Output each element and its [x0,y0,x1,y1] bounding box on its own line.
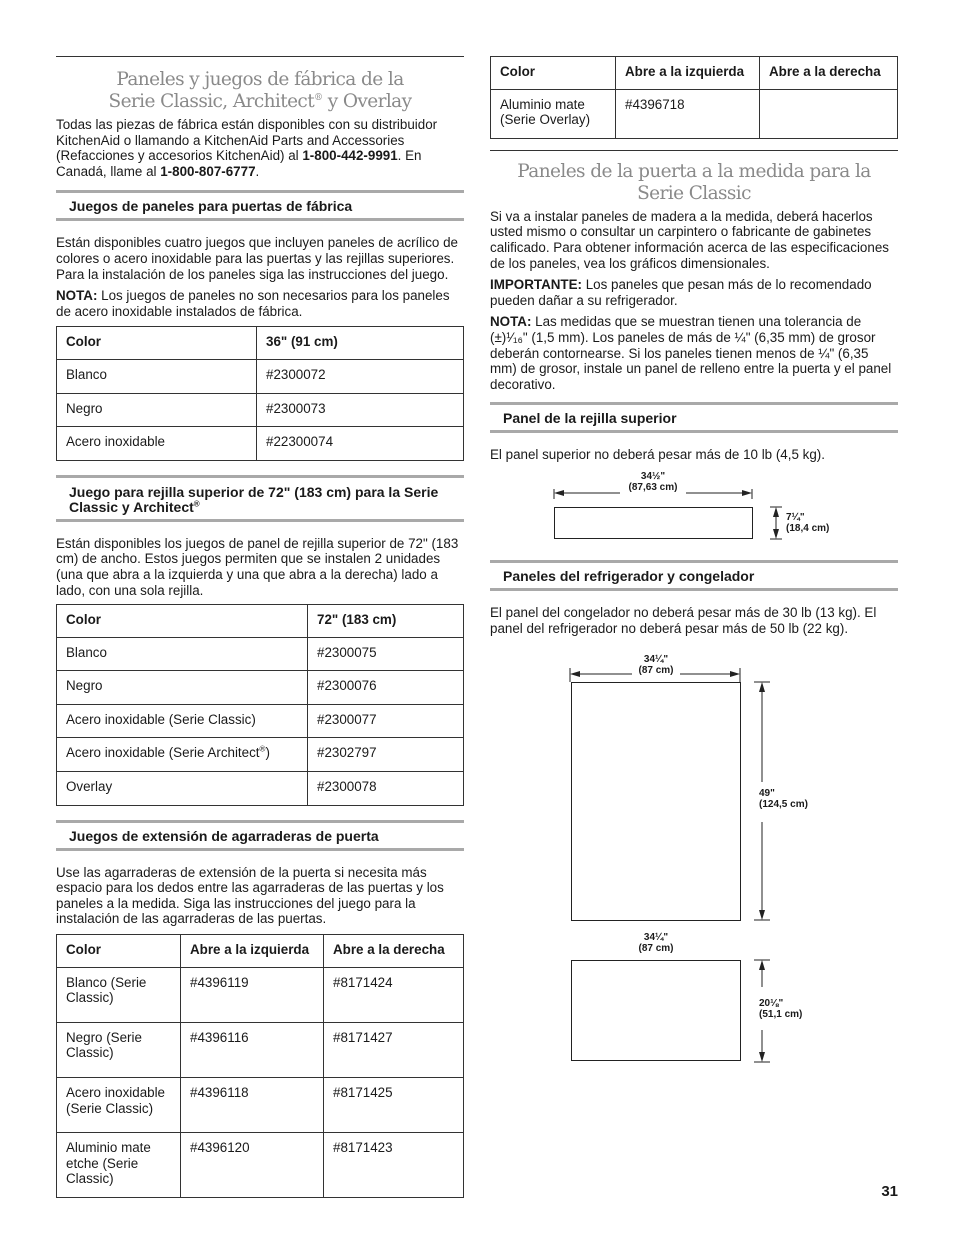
table-row [57,359,464,393]
note-text: Los juegos de paneles no son necesarios para los paneles de acero inoxidable instalados de fábrica. [56,288,450,319]
tolerance-note [490,314,898,392]
title-line-2-end: y Overlay [322,91,412,112]
top-rule [56,56,464,57]
subheading-grille-panel: Panel de la rejilla superior [490,402,898,433]
handle-extension-table [56,934,464,1198]
left-column [56,56,464,1198]
table-header: Abre a la derecha [324,935,464,968]
dimension-cm: (87,63 cm) [628,481,678,493]
grille-panel-diagram [490,469,898,547]
table-cell: #4396718 [616,89,760,138]
cell-text-end: ) [265,745,270,761]
dimension-cm: (124,5 cm) [759,799,808,811]
note-label: NOTA: [56,288,98,304]
title-line-1: Paneles de la puerta a la medida para la [517,160,871,182]
table-row [57,1022,464,1077]
dimension-cm: (51,1 cm) [759,1009,803,1021]
registered-mark: ® [314,92,323,103]
note-text: Las medidas que se muestran tienen una tolerancia de (±)¹⁄₁₆" (1,5 mm). Los paneles de más de ¼" (6,35 mm) de grosor deberán contornearse. Si los paneles tienen menos de ¼" (6,35 mm) de grosor, instale un panel de relleno entre la puerta y el panel decorativo. [490,314,892,392]
fridge-height-label [759,788,808,810]
title-line-2: Serie Classic, Architect [108,91,315,112]
registered-mark: ® [259,745,266,754]
table-header: Abre a la izquierda [181,935,324,968]
table-cell: #22300074 [257,427,464,461]
dimension-inches: 34¼" [643,932,669,944]
table-row [57,1133,464,1198]
table-header: Abre a la derecha [760,57,898,90]
freezer-width-label [626,932,686,954]
door-kits-paragraph: Están disponibles cuatro juegos que incluyen paneles de acrílico de colores o acero inoxidable para las puertas y las rejillas superiores. Para la instalación de los paneles siga las instrucciones del juego. [56,235,458,282]
table-cell: Overlay [57,772,308,806]
grille-panel-paragraph: El panel superior no deberá pesar más de 10 lb (4,5 kg). [490,447,825,463]
table-cell [760,89,898,138]
intro-text: Todas las piezas de fábrica están disponibles con su distribuidor KitchenAid o llamando a KitchenAid Parts and Accessories (Refacciones y accesorios KitchenAid) al [56,117,438,164]
subheading-grille-kit [56,475,464,522]
subheading-handle-extension: Juegos de extensión de agarraderas de puerta [56,820,464,851]
section-rule [490,150,898,151]
table-row [491,89,898,138]
important-paragraph [490,277,898,308]
section-title-custom-panels [490,161,898,205]
table-cell: #8171424 [324,967,464,1022]
table-cell: #2300076 [308,671,464,705]
dimension-cm: (18,4 cm) [786,522,830,534]
grille-panel-shape [554,507,753,539]
fridge-panel-shape [571,682,741,921]
dimension-inches: 49" [759,788,775,800]
table-cell: #4396120 [181,1133,324,1198]
handle-extension-paragraph: Use las agarraderas de extensión de la puerta si necesita más espacio para los dedos entre las agarraderas de las puertas y los paneles a la medida. Siga las instrucciones del juego para la instalación de las agarraderas de las puertas. [56,864,444,927]
table-cell: #8171427 [324,1022,464,1077]
table-cell: #4396118 [181,1078,324,1133]
phone-us: 1-800-442-9991 [302,148,398,164]
table-header: 36" (91 cm) [257,327,464,360]
right-column [490,56,898,1082]
page-number: 31 [881,1183,898,1200]
section-title-factory-panels [56,69,464,113]
table-cell: #2300077 [308,704,464,738]
table-header: Color [57,327,257,360]
subheading-door-panels: Paneles del refrigerador y congelador [490,560,898,591]
intro-text-mid: . En Canadá, llame al [56,148,422,179]
important-label: IMPORTANTE: [490,277,582,293]
intro-paragraph [56,117,464,179]
subheading-door-panel-kits: Juegos de paneles para puertas de fábrica [56,190,464,221]
table-row [57,704,464,738]
dimension-inches: 34¼" [643,654,669,666]
table-cell: Blanco [57,637,308,671]
table-cell: Acero inoxidable (Serie Classic) [57,1078,181,1133]
table-row [57,393,464,427]
intro-text-end: . [255,163,260,179]
table-cell: #4396119 [181,967,324,1022]
grille-height-label [786,512,829,534]
important-text: Los paneles que pesan más de lo recomendado pueden dañar a su refrigerador. [490,277,872,308]
table-row [57,427,464,461]
door-kits-note [56,288,464,319]
subheading-text: Juego para rejilla superior de 72" (183 cm) para la Serie Classic y Architect [69,483,439,515]
table-cell: #4396116 [181,1022,324,1077]
table-cell: Negro (Serie Classic) [57,1022,181,1077]
table-row [57,637,464,671]
table-row [57,671,464,705]
dimension-inches: 20⅛" [759,998,784,1010]
dimension-cm: (87 cm) [638,665,674,677]
table-row [57,772,464,806]
note-label: NOTA: [490,314,532,330]
grille-kit-table [56,604,464,806]
dimension-inches: 7¼" [786,511,805,523]
registered-mark: ® [193,499,200,509]
table-header: 72" (183 cm) [308,605,464,638]
grille-kit-paragraph: Están disponibles los juegos de panel de rejilla superior de 72" (183 cm) de ancho. Estos juegos permiten que se instalen 2 unidades (una que abra a la izquierda y una que abra a la derecha) lado a lado, con una sola rejilla. [56,535,459,598]
table-cell: Acero inoxidable (Serie Classic) [57,704,308,738]
table-cell: Aluminio mate (Serie Overlay) [491,89,616,138]
table-header: Abre a la izquierda [616,57,760,90]
dimension-inches: 34½" [640,470,666,482]
table-cell: Negro [57,393,257,427]
title-line-1: Paneles y juegos de fábrica de la [116,69,404,90]
overlay-handle-table [490,56,898,139]
table-cell: #8171425 [324,1078,464,1133]
table-row [57,967,464,1022]
freezer-panel-shape [571,960,741,1061]
table-cell: Acero inoxidable [57,427,257,461]
table-row [57,738,464,772]
table-header: Color [57,605,308,638]
freezer-height-label [759,998,802,1020]
table-row [57,1078,464,1133]
table-cell: #2300073 [257,393,464,427]
table-header: Color [57,935,181,968]
table-cell: #2300078 [308,772,464,806]
table-header: Color [491,57,616,90]
table-cell: Blanco (Serie Classic) [57,967,181,1022]
dimension-cm: (87 cm) [638,943,674,955]
cell-text: Acero inoxidable (Serie Architect [66,745,260,761]
table-cell: Blanco [57,359,257,393]
door-panels-diagram [490,642,898,1082]
table-cell: #2300072 [257,359,464,393]
table-cell: #8171423 [324,1133,464,1198]
door-panels-paragraph: El panel del congelador no deberá pesar más de 30 lb (13 kg). El panel del refrigerador no deberá pesar más de 50 lb (22 kg). [490,604,877,636]
table-cell [57,738,308,772]
title-line-2: Serie Classic [637,182,751,204]
phone-canada: 1-800-807-6777 [160,163,256,179]
table-cell: #2300075 [308,637,464,671]
table-cell: Negro [57,671,308,705]
table-cell: #2302797 [308,738,464,772]
door-kits-table [56,326,464,460]
custom-panels-paragraph: Si va a instalar paneles de madera a la medida, deberá hacerlos usted mismo o consultar un carpintero o fabricante de gabinetes calificado. Para obtener información acerca de las especificaciones de los paneles, vea los gráficos dimensionales. [490,208,889,271]
table-cell: Aluminio mate etche (Serie Classic) [57,1133,181,1198]
